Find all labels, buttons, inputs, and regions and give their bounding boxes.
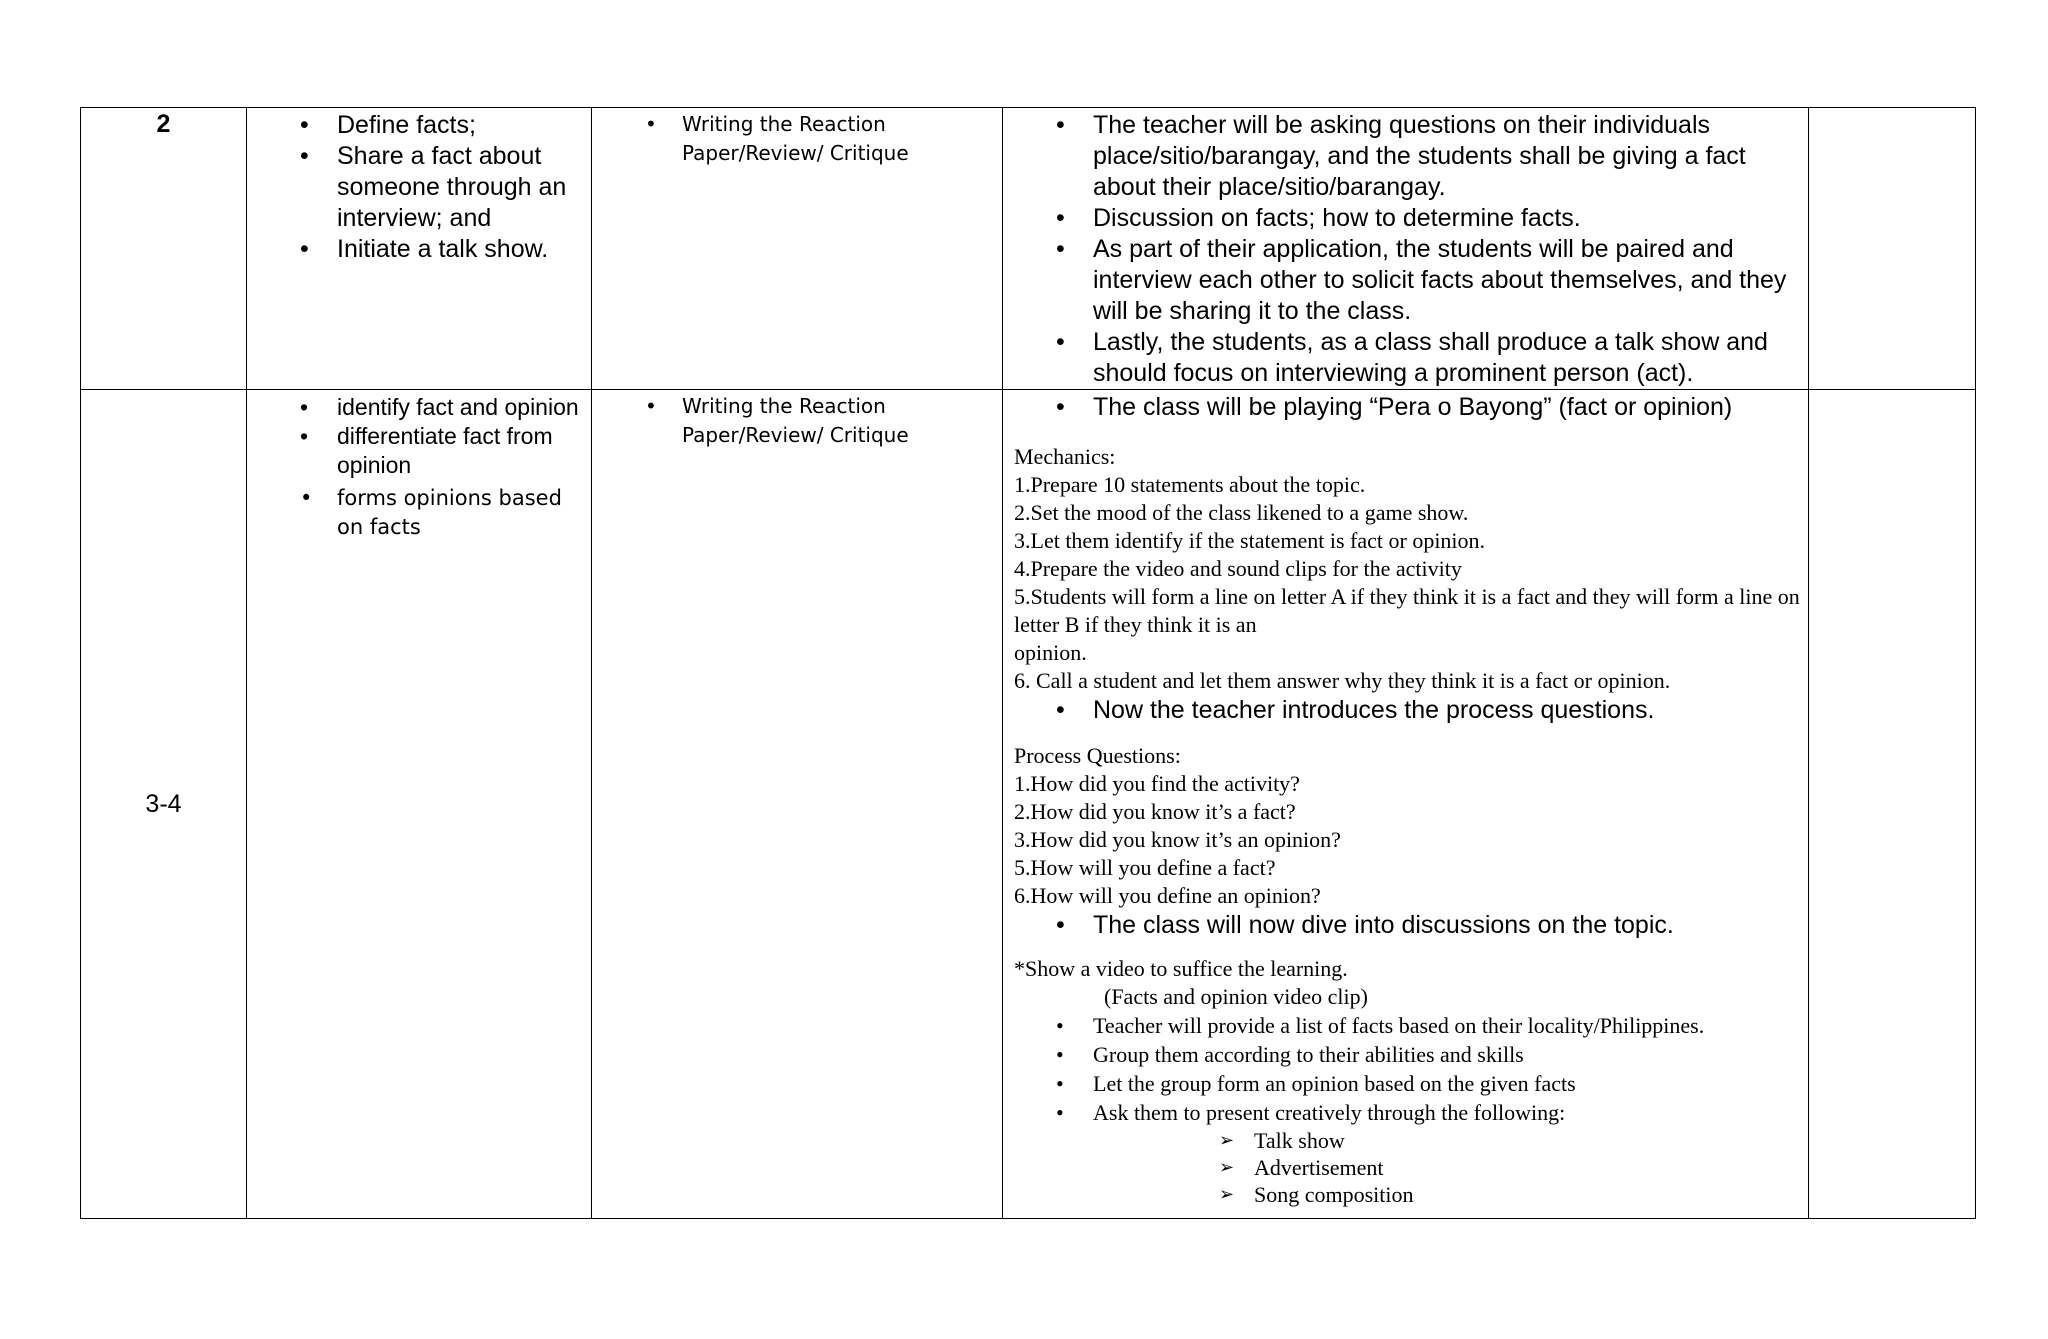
process-question: 1.How did you find the activity? — [1014, 771, 1300, 796]
show-video-note: *Show a video to suffice the learning. — [1014, 956, 1348, 981]
list-item: • Discussion on facts; how to determine facts. — [1003, 203, 1808, 234]
remarks-cell — [1809, 390, 1976, 1219]
process-question: 2.How did you know it’s a fact? — [1014, 799, 1296, 824]
mechanics-title: Mechanics: — [1014, 444, 1116, 469]
list-item: • The teacher will be asking questions on their individuals place/sitio/barangay, and the students shall be giving a fact about their place/sitio/barangay. — [1003, 110, 1808, 203]
list-item: • forms opinions based on facts — [247, 484, 591, 542]
week-cell: 3-4 — [81, 390, 247, 1219]
mechanics-step: 3.Let them identify if the statement is fact or opinion. — [1014, 528, 1486, 553]
task-item: • Group them according to their abilities and skills — [1014, 1040, 1808, 1069]
option-item: ➢ Talk show — [1014, 1127, 1808, 1154]
list-item: • Lastly, the students, as a class shall produce a talk show and should focus on interviewing a prominent person (act). — [1003, 327, 1808, 389]
list-item: • Writing the Reaction Paper/Review/ Critique — [592, 392, 1002, 450]
option-item: ➢ Song composition — [1014, 1181, 1808, 1208]
content-cell — [592, 390, 1003, 1219]
activity-bullet: • Now the teacher introduces the process questions. — [1014, 695, 1808, 726]
task-item: • Teacher will provide a list of facts based on their locality/Philippines. — [1014, 1011, 1808, 1040]
list-item: • identify fact and opinion — [247, 393, 591, 422]
list-item: • differentiate fact from opinion — [247, 422, 591, 480]
mechanics-step: 5.Students will form a line on letter A if they think it is a fact and they will form a line on letter B if they think it is an — [1014, 584, 1800, 637]
objectives-cell — [247, 108, 592, 390]
content-cell — [592, 108, 1003, 390]
process-question: 3.How did you know it’s an opinion? — [1014, 827, 1341, 852]
week-cell: 2 — [81, 108, 247, 390]
task-item: • Let the group form an opinion based on the given facts — [1014, 1069, 1808, 1098]
task-item: • Ask them to present creatively through the following: — [1014, 1098, 1808, 1127]
process-title: Process Questions: — [1014, 743, 1181, 768]
activity-bullet: • The class will be playing “Pera o Bayong” (fact or opinion) — [1014, 392, 1808, 423]
activities-cell — [1003, 108, 1809, 390]
list-item: • Writing the Reaction Paper/Review/ Critique — [592, 110, 1002, 168]
activity-bullet: • The class will now dive into discussions on the topic. — [1014, 910, 1808, 941]
list-item: • Share a fact about someone through an interview; and — [247, 141, 591, 234]
remarks-cell — [1809, 108, 1976, 390]
list-item: • As part of their application, the students will be paired and interview each other to solicit facts about themselves, and they will be sharing it to the class. — [1003, 234, 1808, 327]
mechanics-step: 2.Set the mood of the class likened to a game show. — [1014, 500, 1469, 525]
table-row — [81, 390, 1976, 1219]
lesson-plan-table — [80, 107, 1976, 1219]
option-item: ➢ Advertisement — [1014, 1154, 1808, 1181]
list-item: • Initiate a talk show. — [247, 234, 591, 265]
mechanics-step: opinion. — [1014, 640, 1087, 665]
mechanics-step: 1.Prepare 10 statements about the topic. — [1014, 472, 1366, 497]
activities-cell — [1003, 390, 1809, 1219]
video-clip-note: (Facts and opinion video clip) — [1104, 984, 1368, 1009]
table-row — [81, 108, 1976, 390]
mechanics-step: 6. Call a student and let them answer why they think it is a fact or opinion. — [1014, 668, 1671, 693]
process-question: 6.How will you define an opinion? — [1014, 883, 1321, 908]
objectives-cell — [247, 390, 592, 1219]
mechanics-step: 4.Prepare the video and sound clips for the activity — [1014, 556, 1462, 581]
process-question: 5.How will you define a fact? — [1014, 855, 1276, 880]
list-item: • Define facts; — [247, 110, 591, 141]
